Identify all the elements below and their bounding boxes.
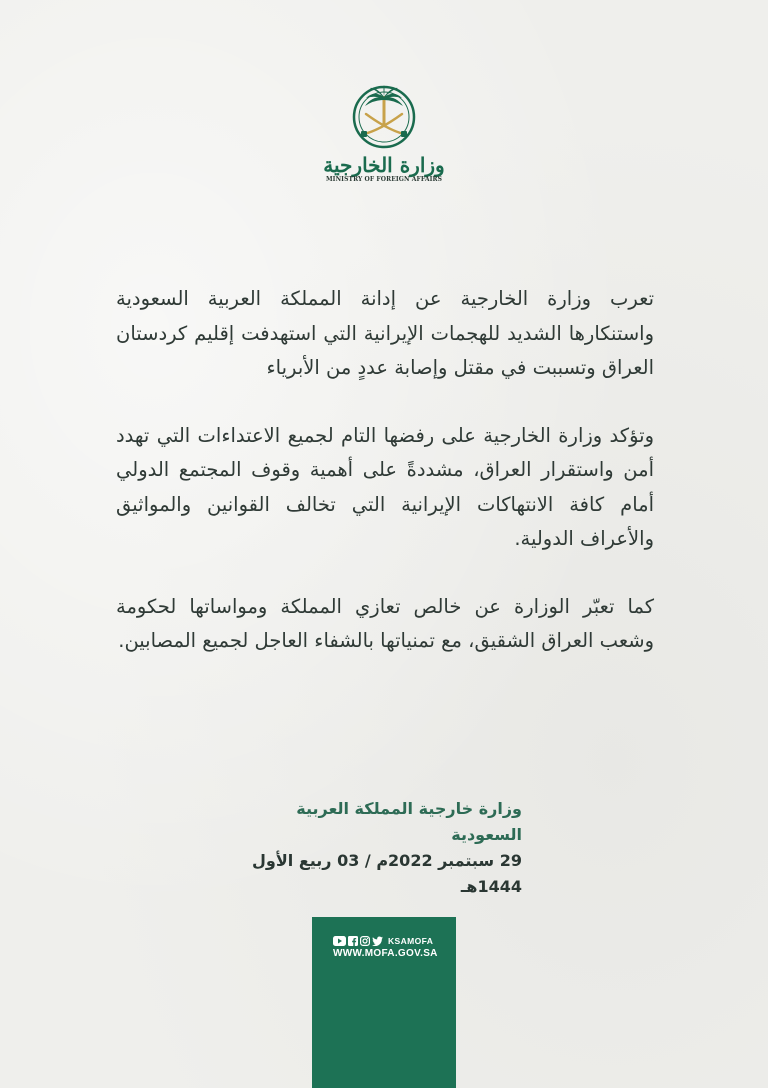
logo-arabic-text: وزارة الخارجية	[323, 153, 445, 177]
statement-body	[116, 282, 654, 692]
statement-paragraph-2: وتؤكد وزارة الخارجية على رفضها التام لجميع الاعتداءات التي تهدد أمن واستقرار العراق، مشددةً على أهمية وقوف المجتمع الدولي أمام كافة الانتهاكات الإيرانية التي تخالف القوانين والمواثيق والأعراف الدولية.	[116, 423, 654, 550]
instagram-icon[interactable]	[360, 936, 370, 946]
youtube-icon[interactable]	[333, 936, 346, 946]
signature-date: 29 سبتمبر 2022م / 03 ربيع الأول 1444هـ	[252, 851, 522, 896]
logo-english-text: MINISTRY OF FOREIGN AFFAIRS	[325, 176, 443, 183]
facebook-icon[interactable]	[348, 936, 358, 946]
ministry-logo	[323, 82, 445, 194]
statement-paragraph-3: كما تعبّر الوزارة عن خالص تعازي المملكة ومواساتها لحكومة وشعب العراق الشقيق، مع تمنياتها بالشفاء العاجل لجميع المصابين.	[116, 594, 654, 652]
twitter-icon[interactable]	[372, 936, 383, 946]
signature-name: وزارة خارجية المملكة العربية السعودية	[296, 799, 522, 844]
footer-panel	[312, 917, 456, 1088]
signature-block	[240, 796, 522, 900]
statement-paragraph-1: تعرب وزارة الخارجية عن إدانة المملكة العربية السعودية واستنكارها الشديد للهجمات الإيرانية التي استهدفت إقليم كردستان العراق وتسببت في مقتل وإصابة عددٍ من الأبرياء	[116, 287, 654, 379]
palm-and-swords-emblem-icon	[350, 82, 418, 152]
social-row	[333, 935, 433, 947]
social-handle[interactable]: KSAMOFA	[388, 936, 434, 946]
website-link[interactable]: WWW.MOFA.GOV.SA	[333, 948, 438, 959]
